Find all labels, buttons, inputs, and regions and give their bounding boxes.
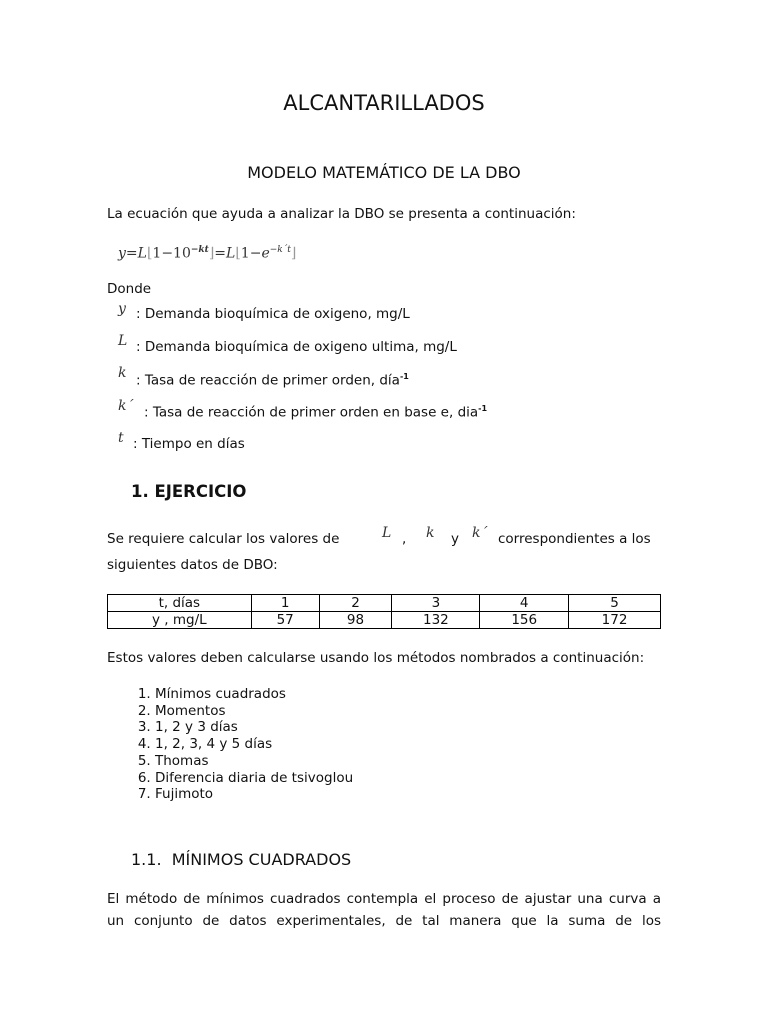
variable-description: : Tasa de reacción de primer orden, día$^{-1}$ xyxy=(136,372,409,389)
table-cell: 4 xyxy=(480,595,569,612)
variable-description: : Tiempo en días xyxy=(133,436,245,452)
symbol-k-prime: k´ xyxy=(472,525,488,541)
symbol-L: L xyxy=(382,525,392,541)
table-cell: 5 xyxy=(569,595,661,612)
table-cell: t, días xyxy=(108,595,252,612)
table-cell: 3 xyxy=(392,595,480,612)
list-item: 3. 1, 2 y 3 días xyxy=(155,719,353,736)
table-cell: 156 xyxy=(480,612,569,629)
table-cell: 172 xyxy=(569,612,661,629)
variable-symbol: y xyxy=(118,301,126,317)
table-cell: 132 xyxy=(392,612,480,629)
paragraph-line: un conjunto de datos experimentales, de tal manera que la suma de los xyxy=(107,913,661,929)
document-title: ALCANTARILLADOS xyxy=(283,91,485,115)
variable-symbol: k´ xyxy=(118,398,134,414)
ejercicio-text-start: Se requiere calcular los valores de xyxy=(107,531,340,547)
dbo-equation: $y=L⌊1-10^{-kt}⌋=L⌊1-e^{-k´t}⌋$ xyxy=(118,245,297,262)
intro-text: La ecuación que ayuda a analizar la DBO se presenta a continuación: xyxy=(107,206,576,222)
variable-symbol: k xyxy=(118,365,127,381)
section-heading-ejercicio: 1. EJERCICIO xyxy=(131,482,247,501)
variable-symbol: t xyxy=(118,430,124,446)
variable-symbol: L xyxy=(118,333,128,349)
methods-intro: Estos valores deben calcularse usando los métodos nombrados a continuación: xyxy=(107,650,645,666)
section-heading-minimos-cuadrados: 1.1. MÍNIMOS CUADRADOS xyxy=(131,850,352,869)
ejercicio-text-line2: siguientes datos de DBO: xyxy=(107,557,278,573)
table-cell: y , mg/L xyxy=(108,612,252,629)
paragraph-line: El método de mínimos cuadrados contempla el proceso de ajustar una curva a xyxy=(107,891,661,907)
list-item: 4. 1, 2, 3, 4 y 5 días xyxy=(155,736,353,753)
variable-description: : Tasa de reacción de primer orden en base e, dia$^{-1}$ xyxy=(144,404,488,421)
list-item: 2. Momentos xyxy=(155,703,353,720)
list-item: 5. Thomas xyxy=(155,753,353,770)
comma: , xyxy=(402,531,407,547)
list-item: 6. Diferencia diaria de tsivoglou xyxy=(155,770,353,787)
list-item: 1. Mínimos cuadrados xyxy=(155,686,353,703)
ejercicio-text-end: correspondientes a los xyxy=(498,531,651,547)
variable-description: : Demanda bioquímica de oxigeno, mg/L xyxy=(136,306,410,322)
table-row xyxy=(108,612,661,629)
methods-list xyxy=(107,686,353,803)
table-row xyxy=(108,595,661,612)
table-cell: 2 xyxy=(319,595,392,612)
table-cell: 1 xyxy=(251,595,319,612)
variable-description: : Demanda bioquímica de oxigeno ultima, mg/L xyxy=(136,339,457,355)
symbol-k: k xyxy=(426,525,435,541)
document-subtitle: MODELO MATEMÁTICO DE LA DBO xyxy=(247,163,521,182)
table-cell: 57 xyxy=(251,612,319,629)
table-cell: 98 xyxy=(319,612,392,629)
dbo-data-table xyxy=(107,594,661,629)
list-item: 7. Fujimoto xyxy=(155,786,353,803)
donde-label: Donde xyxy=(107,281,152,297)
conjunction-y: y xyxy=(451,531,459,547)
